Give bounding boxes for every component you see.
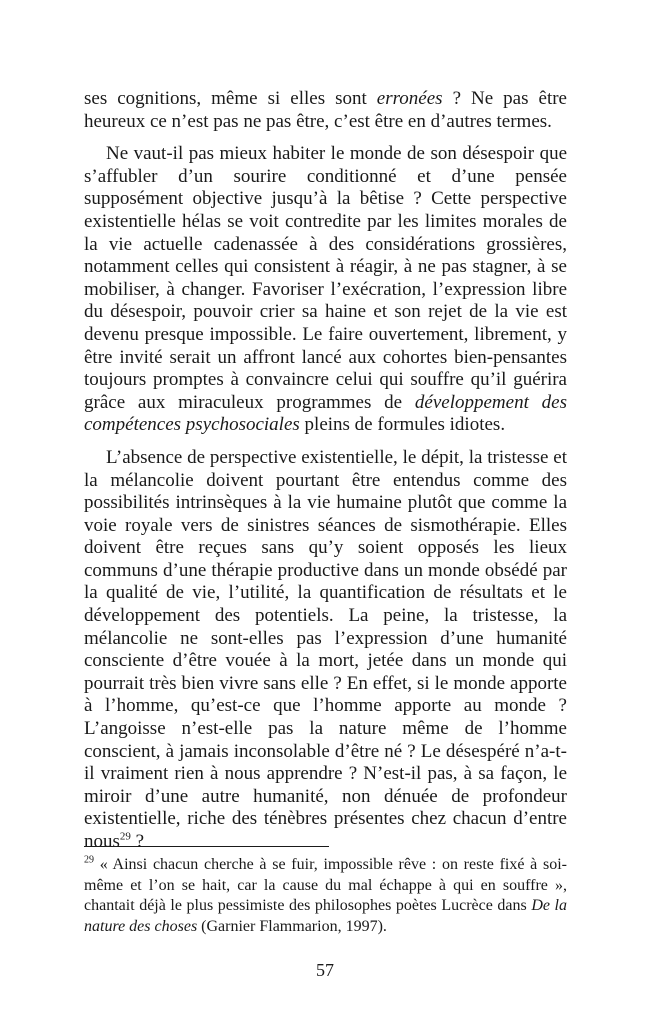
footnote-29 — [84, 855, 567, 937]
text-run: ? Ne pas être heureux ce n’est pas ne pas être, c’est être en d’autres termes. — [84, 88, 567, 132]
text-run: L’absence de perspective existentielle, le dépit, la tristesse et la mélancolie doivent pourtant être entendus comme des possibilités intrinsèques à la vie humaine plutôt que comme la voie royale vers de sinistres séances de sismothérapie. Elles doivent être reçues sans qu’y soient opposés les lieux communs d’une thérapie productive dans un monde obsédé par la qualité de vie, l’utilité, la quantification de résultats et le développement des potentiels. La peine, la tristesse, la mélancolie ne sont-elles pas l’expression d’une humanité consciente d’être vouée à la mort, jetée dans un monde qui pourrait très bien vivre sans elle ? En effet, si le monde apporte à l’homme, qu’est-ce que l’homme apporte au monde ? L’angoisse n’est-elle pas la nature même de l’homme conscient, à jamais inconsolable d’être né ? Le désespéré n’a-t-il vraiment rien à nous apprendre ? N’est-il pas, à sa façon, le miroir d’une autre humanité, non dénuée de profondeur existentielle, riche des ténèbres présentes chez chacun d’entre nous — [84, 446, 567, 852]
text-run: ? — [130, 831, 145, 852]
footnote-separator — [84, 846, 329, 847]
page-number: 57 — [316, 960, 334, 980]
italic-text: erronées — [376, 88, 443, 109]
paragraph-3 — [84, 447, 567, 854]
footnote-marker: 29 — [119, 830, 131, 843]
footnote-marker: 29 — [84, 854, 94, 866]
italic-text: De la nature des choses — [84, 897, 567, 935]
page-body — [84, 88, 567, 854]
italic-text: développement des compétences psychosociales — [84, 391, 567, 436]
text-run: (Garnier Flammarion, 1997). — [197, 917, 387, 935]
text-run: Ne vaut-il pas mieux habiter le monde de son désespoir que s’affubler d’un sourire conditionné et d’une pensée supposément objective jusqu’à la bêtise ? Cette perspective existentielle hélas se voit contredite par les limites morales de la vie actuelle cadenassée à des considérations grossières, notamment celles qui consistent à réagir, à ne pas stagner, à se mobiliser, à changer. Favoriser l’exécration, l’expression libre du désespoir, pouvoir crier sa haine et son rejet de la vie est devenu presque impossible. Le faire ouvertement, librement, y être invité serait un affront lancé aux cohortes bien-pensantes toujours promptes à convaincre celui qui souffre qu’il guérira grâce aux miraculeux programmes de — [84, 143, 567, 413]
text-run: pleins de formules idiotes. — [299, 414, 506, 436]
text-run: ses cognitions, même si elles sont — [84, 88, 377, 109]
text-run: « Ainsi chacun cherche à se fuir, impossible rêve : on reste fixé à soi-même et l’on se hait, car la cause du mal échappe à qui en souffre », chantait déjà le plus pessimiste des philosophes poètes Lucrèce dans — [84, 856, 567, 914]
paragraph-2 — [84, 143, 567, 437]
paragraph-1 — [84, 88, 567, 133]
